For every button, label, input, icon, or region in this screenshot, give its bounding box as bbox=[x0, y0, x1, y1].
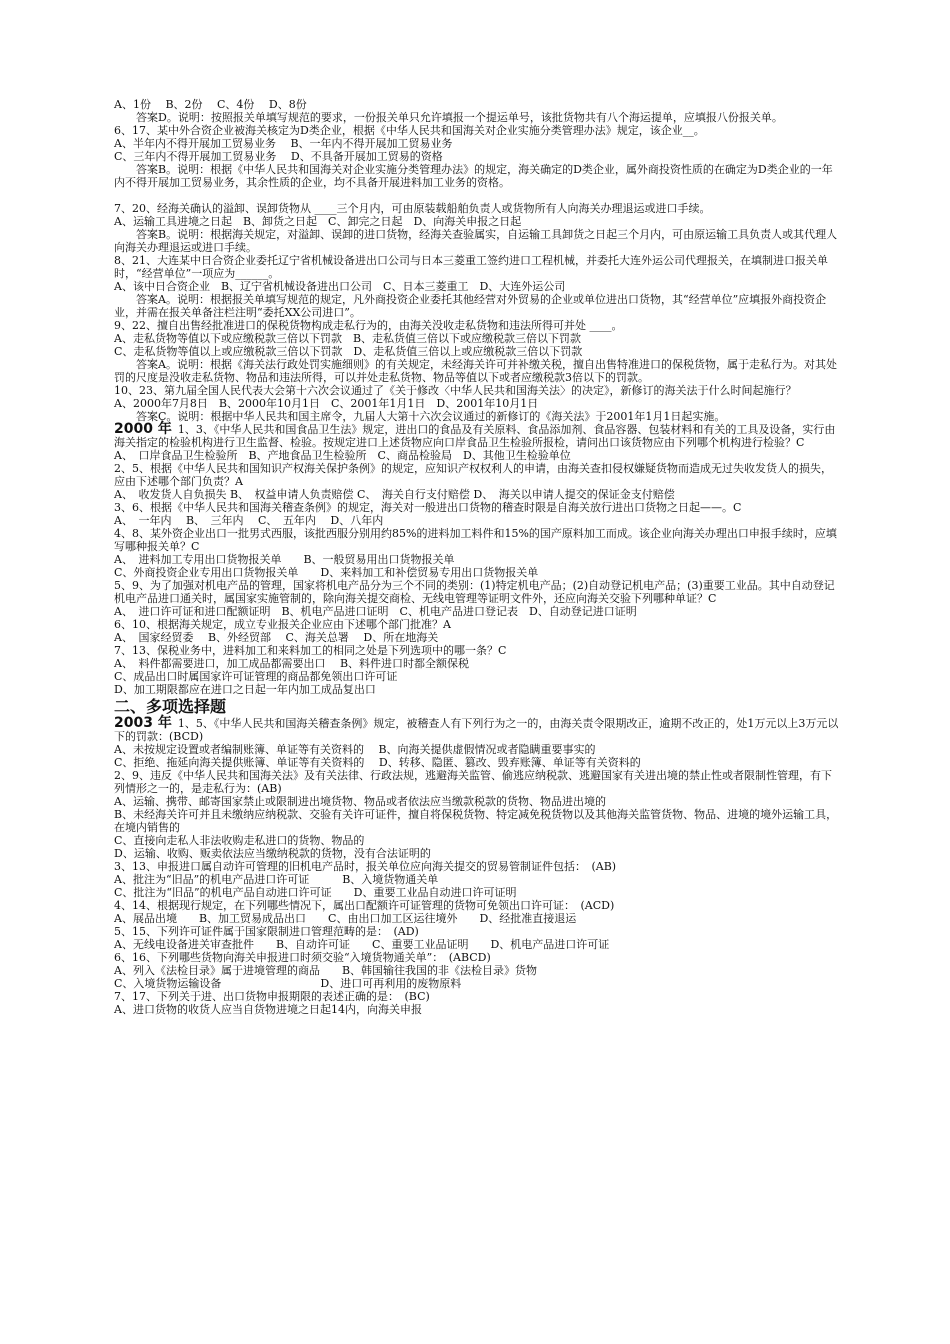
section-title-multiple-choice: 二、多项选择题 bbox=[114, 697, 227, 716]
text-line: 2、5、根据《中华人民共和国知识产权海关保护条例》的规定，应知识产权权利人的申请，由海关查扣侵权嫌疑货物而造成无过失收发货人的损失，应由下述哪个部门负责？A bbox=[114, 462, 832, 488]
document-body bbox=[114, 98, 840, 1016]
text-line: A、展品出境 B、加工贸易成品出口 C、由出口加工区运往境外 D、经批准直接退运 bbox=[114, 912, 577, 925]
text-line: A、半年内不得开展加工贸易业务 B、一年内不得开展加工贸易业务 bbox=[114, 137, 453, 150]
text-line: A、进口货物的收货人应当自货物进境之日起14内，向海关申报 bbox=[114, 1003, 422, 1016]
text-line: A、未按规定设置或者编制账簿、单证等有关资料的 B、向海关提供虚假情况或者隐瞒重要事实的 bbox=[114, 743, 596, 756]
text-line: 3、13、申报进口属自动许可管理的旧机电产品时，报关单位应向海关提交的贸易管制证件包括： (AB) bbox=[114, 860, 617, 873]
text-line: 7、17、下列关于进、出口货物申报期限的表述正确的是： (BC) bbox=[114, 990, 430, 1003]
text-line: C、三年内不得开展加工贸易业务 D、不具备开展加工贸易的资格 bbox=[114, 150, 443, 163]
text-line: D、加工期限都应在进口之日起一年内加工成品复出口 bbox=[114, 683, 376, 696]
text-line: C、入境货物运输设备 D、进口可再利用的废物原料 bbox=[114, 977, 462, 990]
text-line: 6、17、某中外合资企业被海关核定为D类企业，根据《中华人民共和国海关对企业实施分类管理办法》规定，该企业__。 bbox=[114, 124, 705, 137]
text-line: 9、22、擅自出售经批准进口的保税货物构成走私行为的，由海关没收走私货物和违法所得可并处 ____。 bbox=[114, 319, 623, 332]
text-line: A、 料件都需要进口，加工成品都需要出口 B、料件进口时都全额保税 bbox=[114, 657, 470, 670]
text-line: 4、8、某外资企业出口一批男式西服，该批西服分别用约85%的进料加工料件和15%的国产原料加工而成。该企业向海关办理出口申报手续时，应填写哪种报关单？C bbox=[114, 527, 837, 553]
text-line: A、 进口许可证和进口配额证明 B、机电产品进口证明 C、机电产品进口登记表 D、自动登记进口证明 bbox=[114, 605, 637, 618]
year-2000-label: 2000 年 bbox=[114, 421, 172, 437]
question-block-2003-single bbox=[114, 98, 840, 423]
text-line: 答案D。说明：按照报关单填写规范的要求，一份报关单只允许填报一个提运单号，该批货物共有八个海运提单，应填报八份报关单。 bbox=[114, 111, 783, 124]
text-line: 3、6、根据《中华人民共和国海关稽查条例》的规定，海关对一般进出口货物的稽查时限是自海关放行进出口货物之日起——。C bbox=[114, 501, 742, 514]
text-line: A、列入《法检目录》属于进境管理的商品 B、韩国输往我国的非《法检目录》货物 bbox=[114, 964, 538, 977]
text-line: 4、14、根据现行规定，在下列哪些情况下，属出口配额许可证管理的货物可免领出口许可证： (ACD) bbox=[114, 899, 615, 912]
text-line: A、1份 B、2份 C、4份 D、8份 bbox=[114, 98, 307, 111]
blank-line bbox=[114, 189, 840, 202]
year-2000-first-question: 1、3、《中华人民共和国食品卫生法》规定，进出口的食品及有关原料、食品添加剂、食品容器、包装材料和有关的工具及设备，实行由海关指定的检验机构进行卫生监督、检验。按规定进口上述货物应向口岸食品卫生检验所报检，请问出口该货物应由下列哪个机构进行检验？C bbox=[114, 423, 836, 449]
text-line: C、批注为“旧品”的机电产品自动进口许可证 D、重要工业品自动进口许可证明 bbox=[114, 886, 517, 899]
question-block-2000-single bbox=[114, 449, 840, 696]
text-line: C、外商投资企业专用出口货物报关单 D、来料加工和补偿贸易专用出口货物报关单 bbox=[114, 566, 539, 579]
text-line: C、直接向走私人非法收购走私进口的货物、物品的 bbox=[114, 834, 365, 847]
text-line: A、 收发货人自负损失 B、 权益申请人负责赔偿 C、 海关自行支付赔偿 D、 海关以申请人提交的保证金支付赔偿 bbox=[114, 488, 675, 501]
text-line: 答案C。说明：根据中华人民共和国主席令，九届人大第十六次会议通过的新修订的《海关法》于2001年1月1日起实施。 bbox=[114, 410, 726, 423]
text-line: A、走私货物等值以下或应缴税款三倍以下罚款 B、走私货值三倍以下或应缴税款三倍以下罚款 bbox=[114, 332, 582, 345]
text-line: 8、21、大连某中日合资企业委托辽宁省机械设备进出口公司与日本三菱重工签约进口工程机械，并委托大连外运公司代理报关，在填制进口报关单时，“经营单位”一项应为______。 bbox=[114, 254, 828, 280]
text-line: 答案A。说明：根据《海关法行政处罚实施细则》的有关规定，未经海关许可并补缴关税，擅自出售特准进口的保税货物，属于走私行为。对其处罚的尺度是没收走私货物、物品和违法所得，可以并处走私货物、物品等值以下或者应缴税款3倍以下的罚款。 bbox=[114, 358, 837, 384]
text-line: 10、23、第九届全国人民代表大会第十六次会议通过了《关于修改〈中华人民共和国海关法〉的决定》，新修订的海关法于什么时间起施行？ bbox=[114, 384, 797, 397]
year-2003-first-question: 1、5、《中华人民共和国海关稽查条例》规定，被稽查人有下列行为之一的，由海关责令限期改正，逾期不改正的，处1万元以上3万元以下的罚款：(BCD) bbox=[114, 717, 839, 743]
text-line: 答案B。说明：根据《中华人民共和国海关对企业实施分类管理办法》的规定，海关确定的D类企业，属外商投资性质的在确定为D类企业的一年内不得开展加工贸易业务，其余性质的企业，均不具备开展进料加工业务的资格。 bbox=[114, 163, 833, 189]
year-2003-heading-line bbox=[114, 717, 840, 743]
text-line: 7、20、经海关确认的溢卸、误卸货物从 ____三个月内，可由原装载船舶负责人或货物所有人向海关办理退运或进口手续。 bbox=[114, 202, 711, 215]
text-line: 答案B。说明：根据海关规定，对溢卸、误卸的进口货物，经海关查验属实，自运输工具卸货之日起三个月内，可由原运输工具负责人或其代理人向海关办理退运或进口手续。 bbox=[114, 228, 838, 254]
text-line: C、拒绝、拖延向海关提供账簿、单证等有关资料的 D、转移、隐匿、篡改、毁弃账簿、单证等有关资料的 bbox=[114, 756, 641, 769]
text-line: C、走私货物等值以上或应缴税款三倍以下罚款 D、走私货值三倍以上或应缴税款三倍以下罚款 bbox=[114, 345, 583, 358]
text-line: B、未经海关许可并且未缴纳应纳税款、交验有关许可证件，擅自将保税货物、特定减免税货物以及其他海关监管货物、物品、进境的境外运输工具，在境内销售的 bbox=[114, 808, 838, 834]
text-line: 7、13、保税业务中，进料加工和来料加工的相同之处是下列选项中的哪一条？C bbox=[114, 644, 507, 657]
text-line: D、运输、收购、贩卖依法应当缴纳税款的货物，没有合法证明的 bbox=[114, 847, 431, 860]
text-line: C、成品出口时属国家许可证管理的商品都免领出口许可证 bbox=[114, 670, 398, 683]
text-line: A、 进料加工专用出口货物报关单 B、一般贸易用出口货物报关单 bbox=[114, 553, 455, 566]
year-2003-label: 2003 年 bbox=[114, 715, 172, 731]
year-2000-heading-line bbox=[114, 423, 840, 449]
text-line: 5、15、下列许可证件属于国家限制进口管理范畴的是： (AD) bbox=[114, 925, 419, 938]
text-line: A、运输、携带、邮寄国家禁止或限制进出境货物、物品或者依法应当缴款税款的货物、物品进出境的 bbox=[114, 795, 606, 808]
text-line: 5、9、为了加强对机电产品的管理，国家将机电产品分为三个不同的类别：(1)特定机电产品；(2)自动登记机电产品；(3)重要工业品。其中自动登记机电产品进口通关时，属国家实施管制的，除向海关提交商检、无线电管理等证明文件外，还应向海关交验下列哪种单证？C bbox=[114, 579, 835, 605]
text-line: A、2000年7月8日 B、2000年10月1日 C、2001年1月1日 D、2001年10月1日 bbox=[114, 397, 539, 410]
question-block-2003-multiple bbox=[114, 743, 840, 1016]
text-line: 6、10、根据海关规定，成立专业报关企业应由下述哪个部门批准？A bbox=[114, 618, 451, 631]
text-line: A、运输工具进境之日起 B、卸货之日起 C、卸完之日起 D、向海关申报之日起 bbox=[114, 215, 522, 228]
text-line: A、无线电设备进关审查批件 B、自动许可证 C、重要工业品证明 D、机电产品进口许可证 bbox=[114, 938, 610, 951]
text-line: 答案A。说明：根据报关单填写规范的规定，凡外商投资企业委托其他经营对外贸易的企业或单位进出口货物，其“经营单位”应填报外商投资企业，并需在报关单备注栏注明“委托XX公司进口”。 bbox=[114, 293, 827, 319]
text-line: A、 口岸食品卫生检验所 B、产地食品卫生检验所 C、商品检验局 D、其他卫生检验单位 bbox=[114, 449, 571, 462]
text-line: 2、9、违反《中华人民共和国海关法》及有关法律、行政法规，逃避海关监管、偷逃应纳税款、逃避国家有关进出境的禁止性或者限制性管理，有下列情形之一的，是走私行为：(AB) bbox=[114, 769, 832, 795]
text-line: A、批注为“旧品”的机电产品进口许可证 B、入境货物通关单 bbox=[114, 873, 439, 886]
text-line: 6、16、下列哪些货物向海关申报进口时须交验“入境货物通关单”： (ABCD) bbox=[114, 951, 491, 964]
text-line: A、 一年内 B、 三年内 C、 五年内 D、八年内 bbox=[114, 514, 384, 527]
text-line: A、该中日合资企业 B、辽宁省机械设备进出口公司 C、日本三菱重工 D、大连外运公司 bbox=[114, 280, 566, 293]
text-line: A、 国家经贸委 B、外经贸部 C、海关总署 D、所在地海关 bbox=[114, 631, 439, 644]
